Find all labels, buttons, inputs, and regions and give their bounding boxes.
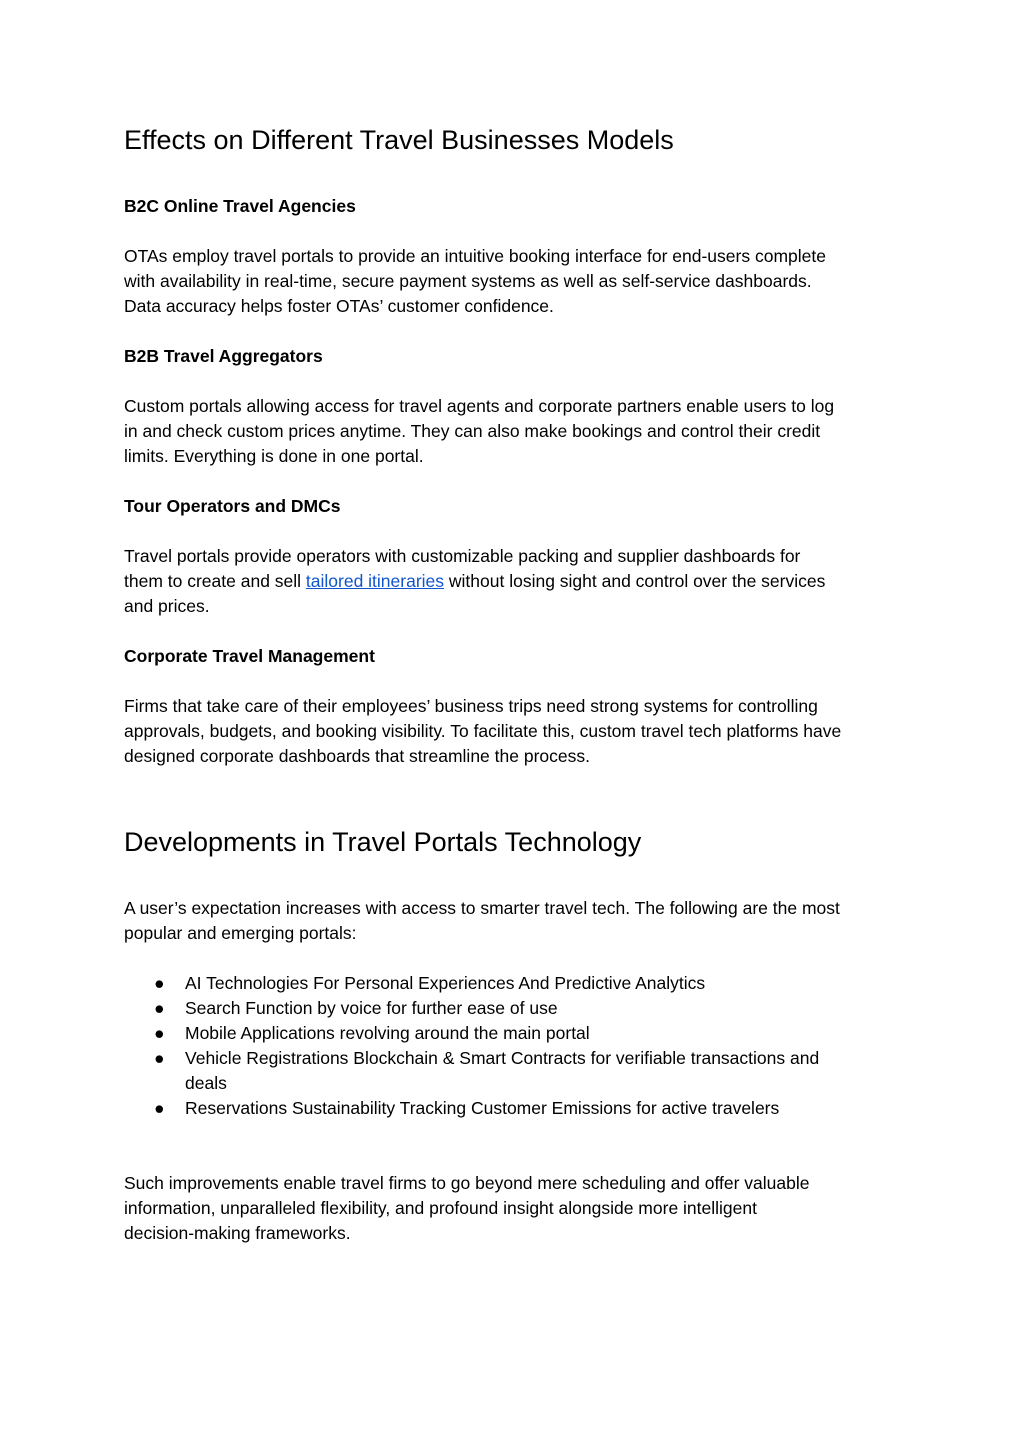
paragraph-line: A user’s expectation increases with access to smarter travel tech. The following are the most [124, 898, 840, 918]
subheading-corporate: Corporate Travel Management [124, 646, 375, 666]
paragraph-line: OTAs employ travel portals to provide an intuitive booking interface for end-users complete [124, 246, 826, 266]
subheading-b2b: B2B Travel Aggregators [124, 346, 323, 366]
bullet-icon: ● [154, 973, 165, 993]
list-item [124, 1046, 904, 1096]
list-item [124, 1096, 904, 1121]
paragraph-b2b [124, 394, 904, 469]
tailored-itineraries-link[interactable]: tailored itineraries [305, 571, 445, 591]
paragraph-text: them to create and sell [124, 571, 306, 591]
paragraph-intro [124, 896, 904, 946]
paragraph-line: Such improvements enable travel firms to go beyond mere scheduling and offer valuable [124, 1173, 810, 1193]
list-item [124, 1021, 904, 1046]
paragraph-text: without losing sight and control over the services [444, 571, 826, 591]
paragraph-line: designed corporate dashboards that streamline the process. [124, 746, 590, 766]
paragraph-line: Data accuracy helps foster OTAs’ customer confidence. [124, 296, 554, 316]
paragraph-corporate [124, 694, 904, 769]
list-item-text: Vehicle Registrations Blockchain & Smart Contracts for verifiable transactions and [185, 1048, 820, 1068]
paragraph-line: Travel portals provide operators with customizable packing and supplier dashboards for [124, 546, 801, 566]
paragraph-tour-operators [124, 544, 904, 619]
bullet-icon: ● [154, 1048, 165, 1068]
paragraph-b2c [124, 244, 904, 319]
bullet-icon: ● [154, 1098, 165, 1118]
subheading-tour-operators: Tour Operators and DMCs [124, 496, 341, 516]
technology-bullet-list [124, 971, 904, 1121]
paragraph-line [124, 569, 904, 594]
paragraph-line: popular and emerging portals: [124, 923, 357, 943]
list-item-text: Search Function by voice for further ease of use [185, 998, 558, 1018]
bullet-icon: ● [154, 1023, 165, 1043]
subheading-b2c: B2C Online Travel Agencies [124, 196, 356, 216]
paragraph-line: in and check custom prices anytime. They can also make bookings and control their credit [124, 421, 821, 441]
list-item [124, 996, 904, 1021]
list-item-text: Reservations Sustainability Tracking Customer Emissions for active travelers [185, 1098, 780, 1118]
list-item-text: AI Technologies For Personal Experiences And Predictive Analytics [185, 973, 706, 993]
paragraph-line: Custom portals allowing access for travel agents and corporate partners enable users to log [124, 396, 835, 416]
paragraph-line: decision-making frameworks. [124, 1223, 351, 1243]
paragraph-line: limits. Everything is done in one portal. [124, 446, 424, 466]
section-title-developments: Developments in Travel Portals Technology [124, 827, 642, 857]
list-item-text: deals [185, 1073, 227, 1093]
section-title-effects: Effects on Different Travel Businesses Models [124, 125, 674, 155]
paragraph-closing [124, 1171, 904, 1246]
paragraph-line: with availability in real-time, secure payment systems as well as self-service dashboards. [124, 271, 812, 291]
paragraph-line: and prices. [124, 596, 210, 616]
paragraph-line: approvals, budgets, and booking visibility. To facilitate this, custom travel tech platforms have [124, 721, 842, 741]
bullet-icon: ● [154, 998, 165, 1018]
paragraph-line: Firms that take care of their employees’ business trips need strong systems for controlling [124, 696, 818, 716]
list-item [124, 971, 904, 996]
list-item-text: Mobile Applications revolving around the main portal [185, 1023, 590, 1043]
paragraph-line: information, unparalleled flexibility, and profound insight alongside more intelligent [124, 1198, 757, 1218]
